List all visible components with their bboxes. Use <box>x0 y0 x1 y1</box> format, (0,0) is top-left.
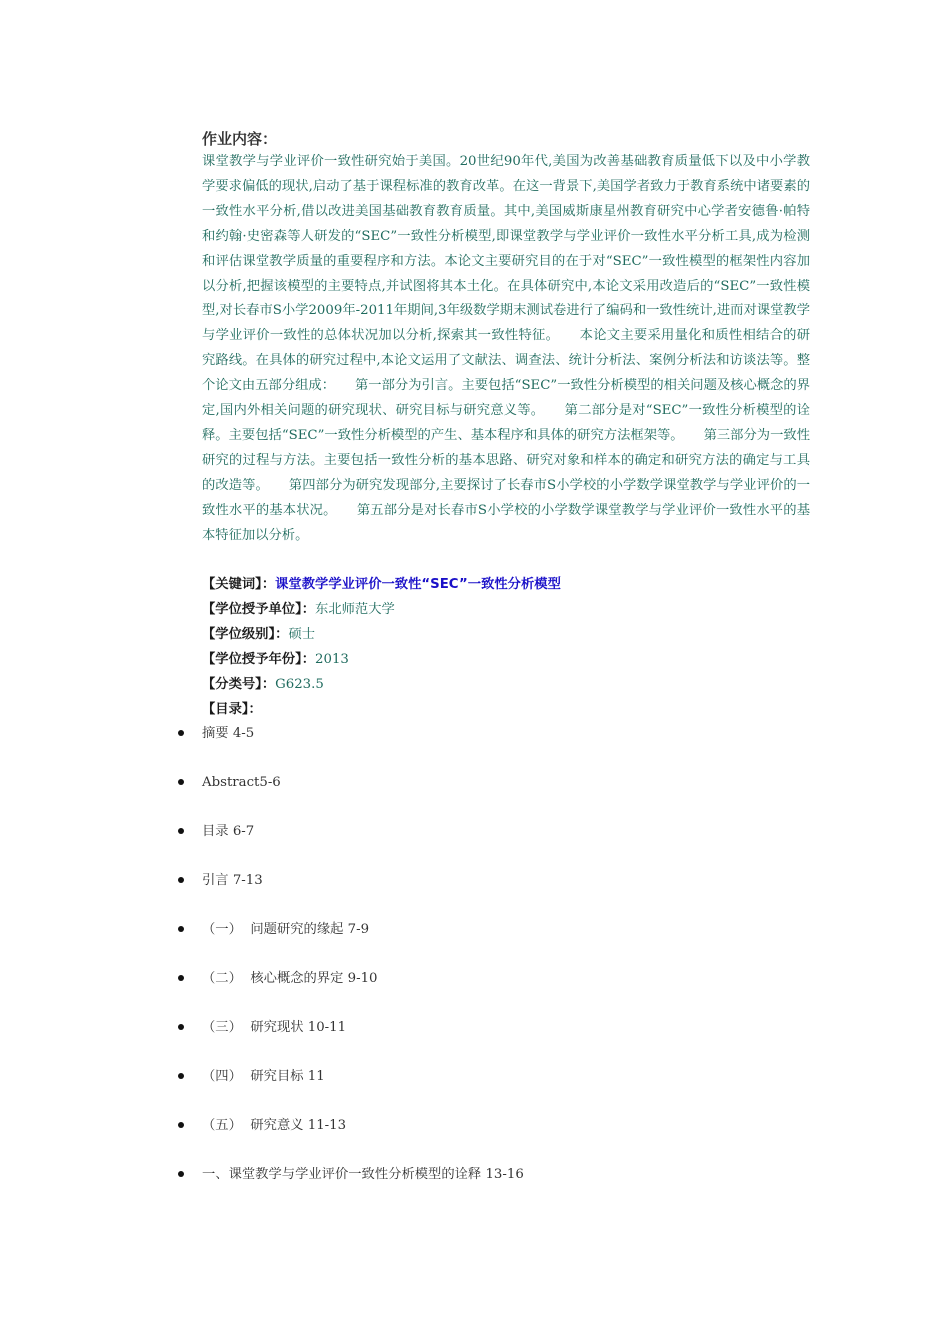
toc-item-label: 一、课堂教学与学业评价一致性分析模型的诠释 13-16 <box>202 1167 524 1182</box>
toc-item[interactable] <box>0 771 950 795</box>
classification-label: 【分类号】： <box>202 677 276 692</box>
toc-item-label: （四） 研究目标 11 <box>202 1069 325 1084</box>
classification-row <box>202 673 324 697</box>
keywords-label: 【关键词】： <box>202 577 276 592</box>
classification-value: G623.5 <box>275 677 324 692</box>
bullet-icon <box>178 877 184 883</box>
degree-level-value: 硕士 <box>288 627 316 642</box>
toc-item[interactable] <box>0 722 950 746</box>
degree-unit-row <box>202 598 395 622</box>
toc-item[interactable] <box>0 1114 950 1138</box>
toc-heading: 【目录】： <box>202 702 262 717</box>
degree-level-row <box>202 623 315 647</box>
toc-item[interactable] <box>0 918 950 942</box>
toc-item-label: 目录 6-7 <box>202 824 255 839</box>
bullet-icon <box>178 975 184 981</box>
toc-item[interactable] <box>0 1163 950 1187</box>
toc-item-label: 引言 7-13 <box>202 873 263 888</box>
degree-year-value: 2013 <box>315 652 349 667</box>
toc-item-label: （五） 研究意义 11-13 <box>202 1118 347 1133</box>
bullet-icon <box>178 1171 184 1177</box>
toc-item-label: 摘要 4-5 <box>202 726 255 741</box>
degree-year-label: 【学位授予年份】： <box>202 652 316 667</box>
bullet-icon <box>178 1122 184 1128</box>
bullet-icon <box>178 1073 184 1079</box>
toc-item[interactable] <box>0 1016 950 1040</box>
toc-item[interactable] <box>0 869 950 893</box>
assignment-heading: 作业内容： <box>202 130 278 148</box>
degree-unit-label: 【学位授予单位】： <box>202 602 316 617</box>
toc-item-label: （二） 核心概念的界定 9-10 <box>202 971 378 986</box>
toc-item-label: Abstract5-6 <box>202 775 281 790</box>
degree-unit-value: 东北师范大学 <box>315 602 395 617</box>
bullet-icon <box>178 828 184 834</box>
keywords-row <box>202 573 561 597</box>
bullet-icon <box>178 730 184 736</box>
bullet-icon <box>178 1024 184 1030</box>
keywords-value[interactable]: 课堂教学学业评价一致性“SEC”一致性分析模型 <box>275 577 561 592</box>
toc-item-label: （一） 问题研究的缘起 7-9 <box>202 922 370 937</box>
bullet-icon <box>178 779 184 785</box>
toc-item[interactable] <box>0 1065 950 1089</box>
bullet-icon <box>178 926 184 932</box>
toc-heading-row <box>202 698 262 722</box>
toc-item-label: （三） 研究现状 10-11 <box>202 1020 347 1035</box>
toc-item[interactable] <box>0 967 950 991</box>
toc-item[interactable] <box>0 820 950 844</box>
degree-year-row <box>202 648 349 672</box>
abstract-text: 课堂教学与学业评价一致性研究始于美国。20世纪90年代,美国为改善基础教育质量低下以及中小学教学要求偏低的现状,启动了基于课程标准的教育改革。在这一背景下,美国学者致力于教育系统中诸要素的一致性水平分析,借以改进美国基础教育教育质量。其中,美国威斯康星州教育研究中心学者安德鲁·帕特和约翰·史密森等人研发的“SEC”一致性分析模型,即课堂教学与学业评价一致性水平分析工具,成为检测和评估课堂教学质量的重要程序和方法。本论文主要研究目的在于对“SEC”一致性模型的框架性内容加以分析,把握该模型的主要特点,并试图将其本土化。在具体研究中,本论文采用改造后的“SEC”一致性模型,对长春市S小学2009年-2011年期间,3年级数学期末测试卷进行了编码和一致性统计,进而对课堂教学与学业评价一致性的总体状况加以分析,探索其一致性特征。 本论文主要采用量化和质性相结合的研究路线。在具体的研究过程中,本论文运用了文献法、调查法、统计分析法、案例分析法和访谈法等。整个论文由五部分组成： 第一部分为引言。主要包括“SEC”一致性分析模型的相关问题及核心概念的界定,国内外相关问题的研究现状、研究目标与研究意义等。 第二部分是对“SEC”一致性分析模型的诠释。主要包括“SEC”一致性分析模型的产生、基本程序和具体的研究方法框架等。 第三部分为一致性研究的过程与方法。主要包括一致性分析的基本思路、研究对象和样本的确定和研究方法的确定与工具的改造等。 第四部分为研究发现部分,主要探讨了长春市S小学校的小学数学课堂教学与学业评价的一致性水平的基本状况。 第五部分是对长春市S小学校的小学数学课堂教学与学业评价一致性水平的基本特征加以分析。 <box>202 154 810 543</box>
degree-level-label: 【学位级别】： <box>202 627 289 642</box>
